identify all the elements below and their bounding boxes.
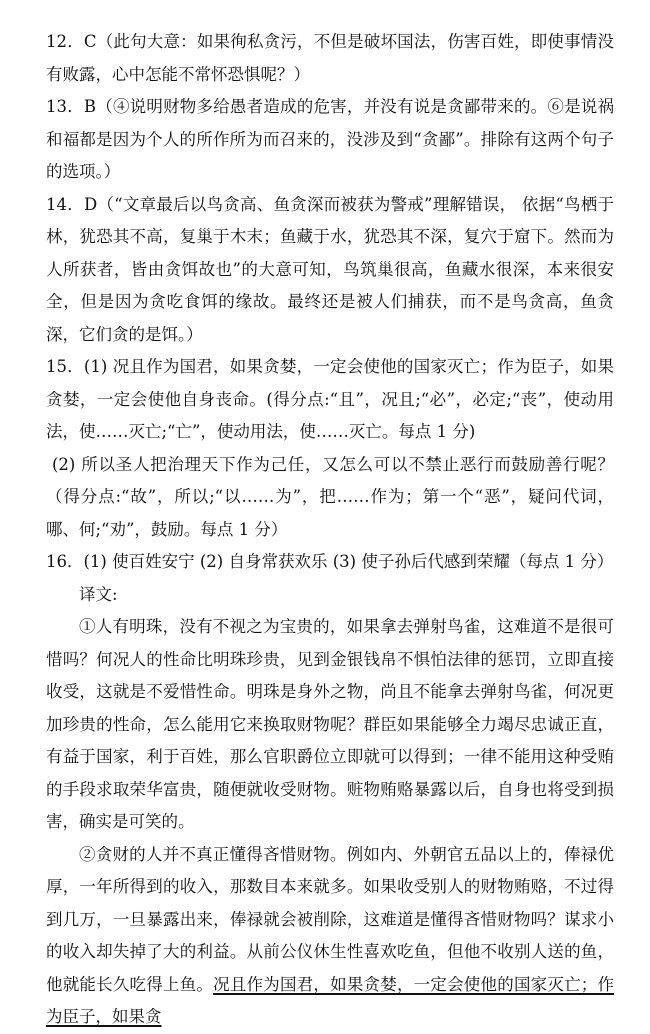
- translation-paragraph-2: [46, 839, 614, 1034]
- translation-paragraph-2-text: ②贪财的人并不真正懂得吝惜财物。例如内、外朝官五品以上的，俸禄优厚，一年所得到的收入，那数目本来就多。如果收受别人的财物贿赂，不过得到几万，一旦暴露出来，俸禄就会被削除，这难道是懂得吝惜财物吗？谋求小的收入却失掉了大的利益。从前公仪休生性喜欢吃鱼，但他不收别人送的鱼，他就能长久吃得上鱼。: [46, 844, 614, 994]
- answer-15-2: (2) 所以圣人把治理天下作为己任，又怎么可以不禁止恶行而鼓励善行呢？（得分点:“故”，所以;“以……为”，把……作为；第一个“恶”，疑问代词，哪、何;“劝”，鼓励。每点 1 分）: [46, 454, 614, 539]
- translation-underlined-sentence: 况且作为国君，如果贪婪，一定会使他的国家灭亡；作为臣子，如果贪: [46, 974, 615, 1026]
- answer-15-1: 15．(1) 况且作为国君，如果贪婪，一定会使他的国家灭亡；作为臣子，如果贪婪，一定会使他自身丧命。(得分点:“且”，况且;“必”，必定;“丧”，使动用法，使……灭亡;“亡”，使动用法，使……灭亡。每点 1 分): [46, 357, 614, 441]
- translation-paragraph-1: ①人有明珠，没有不视之为宝贵的，如果拿去弹射鸟雀，这难道不是很可惜吗？何况人的性命比明珠珍贵，见到金银钱帛不惧怕法律的惩罚，立即直接收受，这就是不爱惜性命。明珠是身外之物，尚且不能拿去弹射鸟雀，何况更加珍贵的性命，怎么能用它来换取财物呢？群臣如果能够全力竭尽忠诚正直，有益于国家，利于百姓，那么官职爵位立即就可以得到；一律不能用这种受贿的手段求取荣华富贵，随便就收受财物。赃物贿赂暴露以后，自身也将受到损害，确实是可笑的。: [46, 617, 614, 831]
- translation-label: 译文:: [79, 584, 118, 604]
- answer-16: 16．(1) 使百姓安宁 (2) 自身常获欢乐 (3) 使子孙后代感到荣耀（每点 1 分）: [46, 552, 614, 571]
- answer-12: 12．C（此句大意：如果徇私贪污，不但是破坏国法，伤害百姓，即使事情没有败露，心中怎能不常怀恐惧呢？）: [46, 32, 614, 84]
- answer-14: 14．D（“文章最后以鸟贪高、鱼贪深而被获为警戒”理解错误， 依据“鸟栖于林，犹恐其不高，复巢于木末；鱼藏于水，犹恐其不深，复穴于窟下。然而为人所获者，皆由贪饵故也”的大意可知，鸟筑巢很高，鱼藏水很深，本来很安全，但是因为贪吃食饵的缘故。最终还是被人们捕获，而不是鸟贪高，鱼贪深，它们贪的是饵。）: [46, 194, 614, 344]
- answer-13: 13．B（④说明财物多给愚者造成的危害，并没有说是贪鄙带来的。⑥是说祸和福都是因为个人的所作所为而召来的，没涉及到“贪鄙”。排除有这两个句子的选项。）: [46, 97, 614, 181]
